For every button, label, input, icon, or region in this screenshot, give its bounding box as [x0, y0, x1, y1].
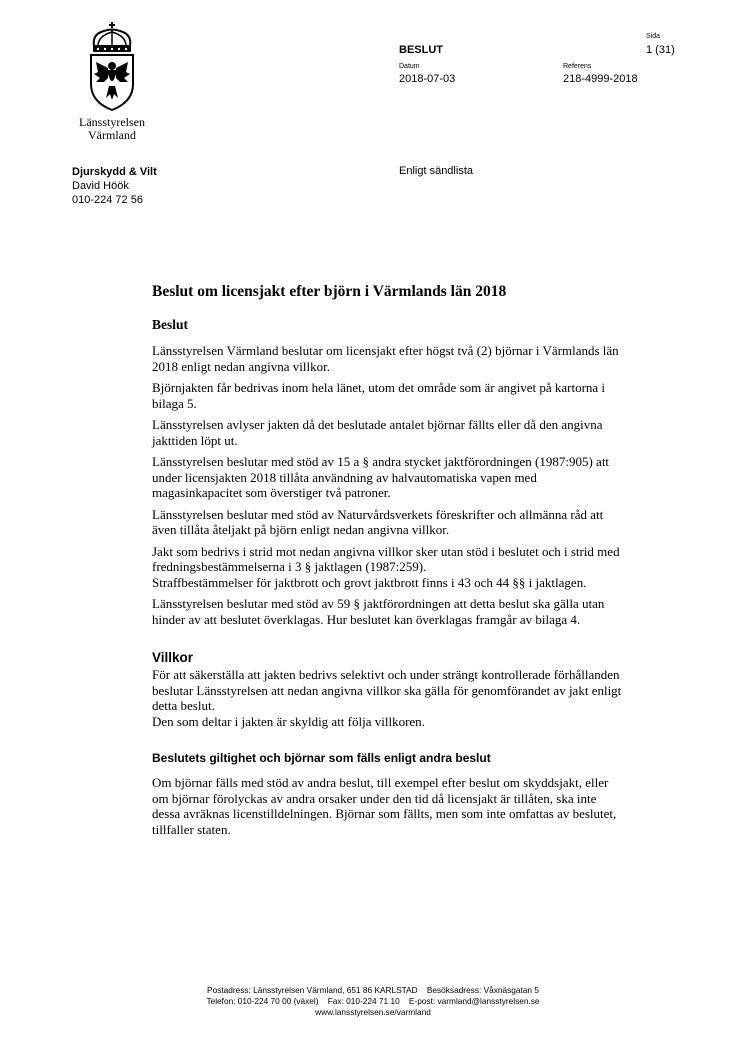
beslut-paragraph: Länsstyrelsen beslutar med stöd av Naturvårdsverkets föreskrifter och allmänna råd att även tillåta åteljakt på björn enligt nedan angivna villkor.	[152, 506, 604, 537]
logo	[72, 22, 152, 142]
giltighet-paragraph: Om björnar fälls med stöd av andra beslut, till exempel efter beslut om skyddsjakt, eller om björnar förolyckas av andra orsaker under den tid då licensjakt är tillåten, ska inte dessa avräknas licenstilldelningen. Björnar som fällts, men som inte omfattas av beslutet, tillfaller staten.	[152, 775, 617, 837]
footer-address: Postadress: Länsstyrelsen Värmland, 651 86 KARLSTAD Besöksadress: Våxnäsgatan 5	[207, 985, 539, 995]
section-heading-beslut: Beslut	[152, 317, 189, 332]
sender-phone: 010-224 72 56	[72, 194, 143, 206]
beslut-paragraph: Björnjakten får bedrivas inom hela länet, utom det område som är angivet på kartorna i bilaga 5.	[152, 380, 606, 411]
sender-block	[72, 165, 157, 207]
section-heading-giltighet: Beslutets giltighet och björnar som fälls enligt andra beslut	[152, 751, 491, 765]
beslut-paragraph: Jakt som bedrivs i strid mot nedan angivna villkor sker utan stöd i beslutet och i strid med fredningsbestämmelserna i 3 § jaktlagen (1987:259). Straffbestämmelser för jaktbrott och grovt jaktbrott finns i 43 och 44 §§ i jaktlagen.	[152, 543, 620, 590]
org-name-line2: Värmland	[88, 128, 136, 142]
beslut-paragraph: Länsstyrelsen avlyser jakten då det beslutade antalet björnar fällts eller då den angivna jakttiden löpt ut.	[152, 417, 603, 448]
footer-contact: Telefon: 010-224 70 00 (växel) Fax: 010-224 71 10 E-post: varmland@lansstyrelsen.se	[206, 996, 540, 1006]
section-heading-villkor: Villkor	[152, 650, 194, 665]
reference-label: Referens	[563, 63, 592, 70]
sender-department: Djurskydd & Vilt	[72, 166, 157, 178]
date-label: Datum	[399, 63, 420, 70]
coat-of-arms-icon	[84, 22, 140, 114]
page-footer	[0, 985, 746, 1018]
beslut-paragraph: Länsstyrelsen Värmland beslutar om licensjakt efter högst två (2) björnar i Värmlands län 2018 enligt nedan angivna villkor.	[152, 343, 619, 374]
date-value: 2018-07-03	[399, 73, 456, 85]
document-type: BESLUT	[399, 44, 443, 56]
recipient: Enligt sändlista	[399, 165, 473, 177]
reference-value: 218-4999-2018	[563, 73, 638, 85]
beslut-paragraph: Länsstyrelsen beslutar med stöd av 15 a § andra stycket jaktförordningen (1987:905) att under licensjakten 2018 tillåta användning av halvautomatiska vapen med magasinkapacitet som överstiger två patroner.	[152, 454, 610, 500]
sender-name: David Höök	[72, 180, 129, 192]
page-value: 1 (31)	[646, 44, 675, 56]
document-body	[152, 283, 622, 843]
page-label: Sida	[646, 33, 661, 40]
footer-website: www.lansstyrelsen.se/varmland	[315, 1007, 431, 1017]
beslut-paragraph: Länsstyrelsen beslutar med stöd av 59 § jaktförordningen att detta beslut ska gälla utan hinder av att beslutet överklagas. Hur beslutet kan överklagas framgår av bilaga 4.	[152, 596, 605, 627]
org-name-line1: Länsstyrelsen	[79, 115, 145, 129]
document-title: Beslut om licensjakt efter björn i Värmlands län 2018	[152, 283, 507, 300]
villkor-paragraph: För att säkerställa att jakten bedrivs selektivt och under strängt kontrollerade förhållanden beslutar Länsstyrelsen att nedan angivna villkor ska gälla för genomförandet av jakt enligt detta beslut. Den som deltar i jakten är skyldig att följa villkoren.	[152, 667, 622, 729]
